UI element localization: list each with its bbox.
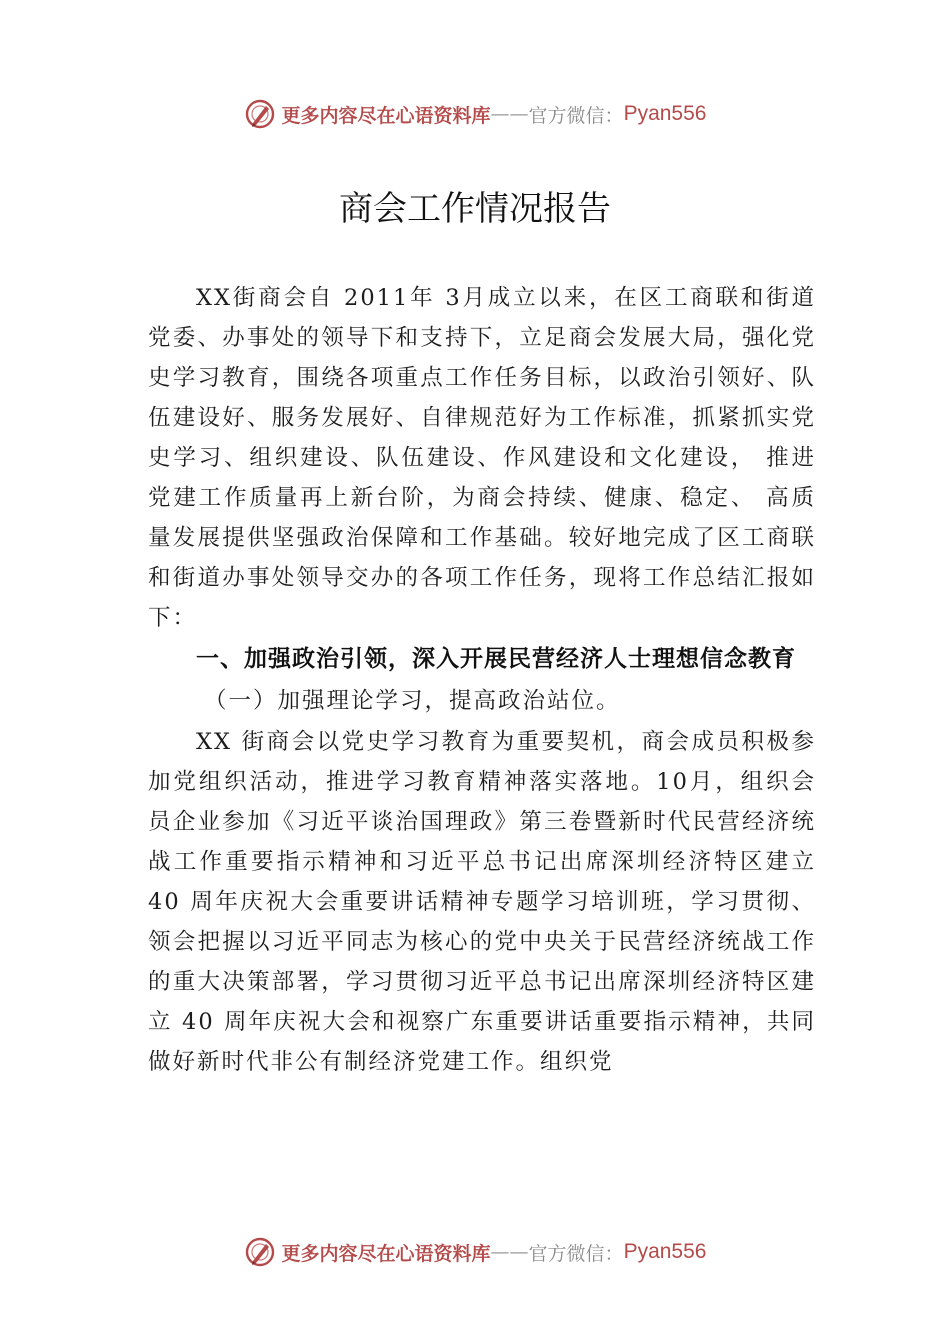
pen-logo-icon bbox=[244, 1236, 276, 1268]
page-title: 商会工作情况报告 bbox=[339, 189, 611, 229]
pen-logo-icon bbox=[244, 98, 276, 130]
banner-separator: —— bbox=[490, 103, 529, 125]
banner-label: 官方微信： bbox=[528, 104, 624, 127]
watermark-banner-bottom bbox=[0, 1232, 950, 1272]
document-body bbox=[148, 278, 816, 1082]
watermark-banner-top bbox=[0, 94, 950, 134]
section-paragraph-1: XX 街商会以党史学习教育为重要契机，商会成员积极参加党组织活动，推进学习教育精神落实落地。10月，组织会员企业参加《习近平谈治国理政》第三卷暨新时代民营经济统战工作重要指示精神和习近平总书记出席深圳经济特区建立 40 周年庆祝大会重要讲话精神专题学习培训班，学习贯彻、领会把握以习近平同志为核心的党中央关于民营经济统战工作的重大决策部署，学习贯彻习近平总书记出席深圳经济特区建立 40 周年庆祝大会和视察广东重要讲话重要指示精神，共同做好新时代非公有制经济党建工作。组织党 bbox=[148, 729, 816, 1075]
banner-main-text: 更多内容尽在心语资料库 bbox=[281, 1242, 491, 1265]
banner-wechat-id: Pyan556 bbox=[623, 102, 707, 125]
intro-paragraph: XX街商会自 2011年 3月成立以来，在区工商联和街道党委、办事处的领导下和支持下，立足商会发展大局，强化党史学习教育，围绕各项重点工作任务目标，以政治引领好、队伍建设好、服务发展好、自律规范好为工作标准，抓紧抓实党史学习、组织建设、队伍建设、作风建设和文化建设， 推进党建工作质量再上新台阶，为商会持续、健康、稳定、 高质量发展提供坚强政治保障和工作基础。较好地完成了区工商联和街道办事处领导交办的各项工作任务，现将工作总结汇报如下： bbox=[148, 285, 816, 631]
subsection-heading-1: （一）加强理论学习，提高政治站位。 bbox=[204, 688, 621, 714]
banner-wechat-id: Pyan556 bbox=[623, 1240, 707, 1263]
banner-label: 官方微信： bbox=[528, 1242, 624, 1265]
section-heading-1: 一、加强政治引领，深入开展民营经济人士理想信念教育 bbox=[196, 646, 796, 672]
banner-main-text: 更多内容尽在心语资料库 bbox=[281, 104, 491, 127]
banner-separator: —— bbox=[490, 1241, 529, 1263]
